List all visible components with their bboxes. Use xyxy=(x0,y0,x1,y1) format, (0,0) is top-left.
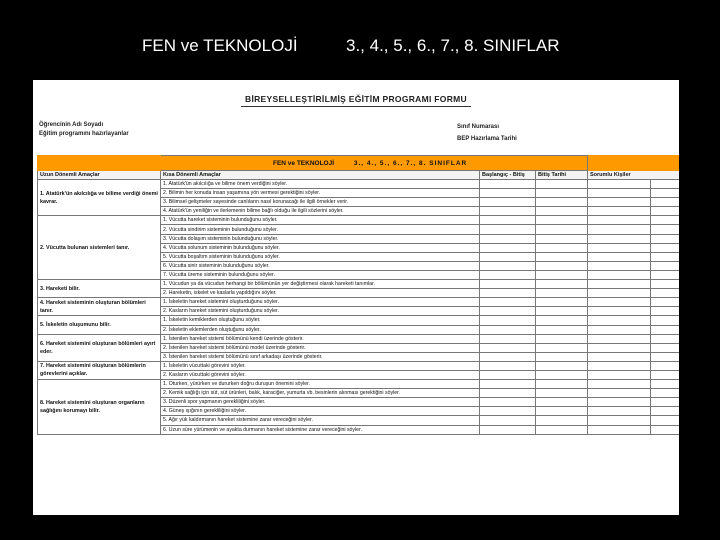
start-cell xyxy=(480,189,536,198)
end-cell xyxy=(536,334,588,343)
start-cell xyxy=(480,207,536,216)
table-header xyxy=(38,171,680,180)
end-cell xyxy=(536,380,588,389)
extra-cell xyxy=(651,225,680,234)
end-cell xyxy=(536,343,588,352)
short-term-goal: 2. Kasların vücuttaki görevini söyler. xyxy=(161,370,480,379)
responsible-cell xyxy=(588,370,651,379)
extra-cell xyxy=(651,325,680,334)
form-title-text: BİREYSELLEŞTİRİLMİŞ EĞİTİM PROGRAMI FORMU xyxy=(245,94,467,104)
table-row xyxy=(38,334,680,343)
responsible-cell xyxy=(588,225,651,234)
short-term-goal: 2. Hareketin, iskelet ve kaslarla yapıldığını söyler. xyxy=(161,289,480,298)
responsible-cell xyxy=(588,389,651,398)
short-term-goal: 1. Atatürk'ün akılcılığa ve bilime önem verdiğini söyler. xyxy=(161,180,480,189)
responsible-cell xyxy=(588,416,651,425)
start-cell xyxy=(480,289,536,298)
meta-bep-date: BEP Hazırlama Tarihi xyxy=(457,136,517,142)
responsible-cell xyxy=(588,180,651,189)
end-cell xyxy=(536,325,588,334)
short-term-goal: 2. İstenilen hareket sistemi bölümünü model üzerinde gösterir. xyxy=(161,343,480,352)
start-cell xyxy=(480,270,536,279)
start-cell xyxy=(480,298,536,307)
responsible-cell xyxy=(588,198,651,207)
table-row xyxy=(38,380,680,389)
short-term-goal: 4. Güneş ışığının gerekliliğini söyler. xyxy=(161,407,480,416)
short-term-goal: 1. İskeletin vücuttaki görevini söyler. xyxy=(161,361,480,370)
short-term-goal: 3. Vücutta dolaşım sisteminin bulunduğunu söyler. xyxy=(161,234,480,243)
short-term-goal: 2. İskeletin eklemlerden oluştuğunu söyler. xyxy=(161,325,480,334)
short-term-goal: 2. Kasların hareket sistemini oluşturduğunu söyler. xyxy=(161,307,480,316)
start-cell xyxy=(480,425,536,434)
end-cell xyxy=(536,416,588,425)
extra-cell xyxy=(651,207,680,216)
short-term-goal: 4. Atatürk'ün yeniliğin ve ilerlemenin bilime bağlı olduğu ile ilgili sözlerini söyler. xyxy=(161,207,480,216)
responsible-cell xyxy=(588,270,651,279)
short-term-goal: 2. Bilimin her konuda insan yaşamına yön vermesi gerektiğini söyler. xyxy=(161,189,480,198)
end-cell xyxy=(536,216,588,225)
responsible-cell xyxy=(588,243,651,252)
short-term-goal: 1. İskeletin kemiklerden oluştuğunu söyler. xyxy=(161,316,480,325)
end-cell xyxy=(536,180,588,189)
short-term-goal: 2. Vücutta sindirim sisteminin bulunduğunu söyler. xyxy=(161,225,480,234)
extra-cell xyxy=(651,389,680,398)
start-cell xyxy=(480,180,536,189)
extra-cell xyxy=(651,334,680,343)
end-cell xyxy=(536,270,588,279)
end-cell xyxy=(536,189,588,198)
extra-cell xyxy=(651,289,680,298)
start-cell xyxy=(480,216,536,225)
end-cell xyxy=(536,289,588,298)
extra-cell xyxy=(651,343,680,352)
responsible-cell xyxy=(588,289,651,298)
end-cell xyxy=(536,207,588,216)
end-cell xyxy=(536,352,588,361)
start-cell xyxy=(480,370,536,379)
long-term-goal: 1. Atatürk'ün akılcılığa ve bilime verdiği önemi kavrar. xyxy=(38,180,161,216)
start-cell xyxy=(480,325,536,334)
table-row xyxy=(38,361,680,370)
extra-cell xyxy=(651,234,680,243)
start-cell xyxy=(480,407,536,416)
long-term-goal: 8. Hareket sistemini oluşturan organların sağlığını korumayı bilir. xyxy=(38,380,161,435)
responsible-cell xyxy=(588,307,651,316)
start-cell xyxy=(480,352,536,361)
meta-right xyxy=(457,121,517,145)
responsible-cell xyxy=(588,361,651,370)
slide-subject: FEN ve TEKNOLOJİ xyxy=(142,36,298,55)
table-row xyxy=(38,216,680,225)
short-term-goal: 3. Düzenli spor yapmanın gerekliliğini söyler. xyxy=(161,398,480,407)
extra-cell xyxy=(651,261,680,270)
start-cell xyxy=(480,261,536,270)
start-cell xyxy=(480,307,536,316)
extra-cell xyxy=(651,198,680,207)
responsible-cell xyxy=(588,280,651,289)
end-cell xyxy=(536,252,588,261)
responsible-cell xyxy=(588,252,651,261)
start-cell xyxy=(480,198,536,207)
header-long-term: Uzun Dönemli Amaçlar xyxy=(38,171,161,180)
short-term-goal: 1. Vücutta hareket sisteminin bulunduğunu söyler. xyxy=(161,216,480,225)
start-cell xyxy=(480,416,536,425)
end-cell xyxy=(536,407,588,416)
header-start: Başlangıç - Bitiş xyxy=(480,171,536,180)
short-term-goal: 4. Vücutta solunum sisteminin bulunduğunu söyler. xyxy=(161,243,480,252)
long-term-goal: 4. Hareket sisteminin oluşturan bölümleri tanır. xyxy=(38,298,161,316)
start-cell xyxy=(480,380,536,389)
short-term-goal: 3. Bilimsel gelişmeler sayesinde canlıların nasıl korunacağı ile ilgili örnekler verir. xyxy=(161,198,480,207)
responsible-cell xyxy=(588,216,651,225)
start-cell xyxy=(480,343,536,352)
responsible-cell xyxy=(588,298,651,307)
extra-cell xyxy=(651,316,680,325)
extra-cell xyxy=(651,370,680,379)
responsible-cell xyxy=(588,207,651,216)
header-end: Bitiş Tarihi xyxy=(536,171,588,180)
extra-cell xyxy=(651,416,680,425)
extra-cell xyxy=(651,298,680,307)
meta-class-number: Sınıf Numarası xyxy=(457,124,500,130)
responsible-cell xyxy=(588,234,651,243)
short-term-goal: 1. Oturken, yürürken ve dururken doğru duruşun önemini söyler. xyxy=(161,380,480,389)
extra-cell xyxy=(651,398,680,407)
short-term-goal: 1. İstenilen hareket sistemi bölümünü kendi üzerinde gösterir. xyxy=(161,334,480,343)
start-cell xyxy=(480,389,536,398)
header-responsible: Sorumlu Kişiler xyxy=(588,171,680,180)
start-cell xyxy=(480,334,536,343)
long-term-goal: 5. İskeletin oluşumunu bilir. xyxy=(38,316,161,334)
short-term-goal: 3. İstenilen hareket sistemi bölümünü sınıf arkadaşı üzerinde gösterir. xyxy=(161,352,480,361)
end-cell xyxy=(536,316,588,325)
extra-cell xyxy=(651,361,680,370)
start-cell xyxy=(480,243,536,252)
table-row xyxy=(38,298,680,307)
short-term-goal: 5. Ağır yük kaldırmanın hareket sistemine zarar vereceğini söyler. xyxy=(161,416,480,425)
start-cell xyxy=(480,280,536,289)
long-term-goal: 6. Hareket sistemini oluşturan bölümleri ayırt eder. xyxy=(38,334,161,361)
meta-student-name: Öğrencinin Adı Soyadı xyxy=(39,122,104,128)
extra-cell xyxy=(651,307,680,316)
banner-subject: FEN ve TEKNOLOJİ xyxy=(273,159,335,167)
responsible-cell xyxy=(588,380,651,389)
responsible-cell xyxy=(588,316,651,325)
long-term-goal: 3. Hareketi bilir. xyxy=(38,280,161,298)
start-cell xyxy=(480,361,536,370)
extra-cell xyxy=(651,243,680,252)
start-cell xyxy=(480,316,536,325)
extra-cell xyxy=(651,270,680,279)
slide-grades: 3., 4., 5., 6., 7., 8. SINIFLAR xyxy=(346,36,560,55)
short-term-goal: 6. Vücutta sinir sisteminin bulunduğunu söyler. xyxy=(161,261,480,270)
short-term-goal: 5. Vücutta boşaltım sisteminin bulunduğunu söyler. xyxy=(161,252,480,261)
extra-cell xyxy=(651,407,680,416)
extra-cell xyxy=(651,180,680,189)
start-cell xyxy=(480,398,536,407)
responsible-cell xyxy=(588,343,651,352)
short-term-goal: 1. Vücudun ya da vücudun herhangi bir bölümünün yer değiştirmesi olarak hareketi tanımlar. xyxy=(161,280,480,289)
short-term-goal: 2. Kemik sağlığı için süt, süt ürünleri, balık, karaciğer, yumurta vb. besinlerin alınması gerektiğini söyler. xyxy=(161,389,480,398)
goals-table xyxy=(37,155,679,435)
end-cell xyxy=(536,234,588,243)
end-cell xyxy=(536,261,588,270)
short-term-goal: 6. Uzun süre yürümenin ve ayakta durmanın hareket sistemine zarar vereceğini söyler. xyxy=(161,425,480,434)
end-cell xyxy=(536,425,588,434)
long-term-goal: 2. Vücutta bulunan sistemleri tanır. xyxy=(38,216,161,280)
table-row xyxy=(38,180,680,189)
responsible-cell xyxy=(588,325,651,334)
start-cell xyxy=(480,234,536,243)
end-cell xyxy=(536,243,588,252)
extra-cell xyxy=(651,380,680,389)
meta-left xyxy=(39,121,129,139)
title-underline xyxy=(241,106,471,107)
extra-cell xyxy=(651,352,680,361)
end-cell xyxy=(536,280,588,289)
responsible-cell xyxy=(588,189,651,198)
end-cell xyxy=(536,298,588,307)
long-term-goal: 7. Hareket sistemini oluşturan bölümlerin görevlerini açıklar. xyxy=(38,361,161,379)
start-cell xyxy=(480,252,536,261)
table-banner xyxy=(38,156,680,171)
form-document xyxy=(33,80,679,515)
extra-cell xyxy=(651,216,680,225)
form-title xyxy=(33,94,679,104)
responsible-cell xyxy=(588,425,651,434)
end-cell xyxy=(536,225,588,234)
extra-cell xyxy=(651,280,680,289)
header-short-term: Kısa Dönemli Amaçlar xyxy=(161,171,480,180)
table-row xyxy=(38,316,680,325)
extra-cell xyxy=(651,189,680,198)
responsible-cell xyxy=(588,261,651,270)
end-cell xyxy=(536,198,588,207)
end-cell xyxy=(536,361,588,370)
end-cell xyxy=(536,370,588,379)
responsible-cell xyxy=(588,407,651,416)
meta-preparers: Eğitim programını hazırlayanlar xyxy=(39,131,129,137)
start-cell xyxy=(480,225,536,234)
end-cell xyxy=(536,389,588,398)
end-cell xyxy=(536,307,588,316)
responsible-cell xyxy=(588,334,651,343)
extra-cell xyxy=(651,252,680,261)
table-row xyxy=(38,280,680,289)
short-term-goal: 7. Vücutta üreme sisteminin bulunduğunu söyler. xyxy=(161,270,480,279)
extra-cell xyxy=(651,425,680,434)
banner-grades: 3., 4., 5., 6., 7., 8. SINIFLAR xyxy=(353,159,468,167)
end-cell xyxy=(536,398,588,407)
responsible-cell xyxy=(588,352,651,361)
responsible-cell xyxy=(588,398,651,407)
short-term-goal: 1. İskeletin hareket sistemini oluşturduğunu söyler. xyxy=(161,298,480,307)
